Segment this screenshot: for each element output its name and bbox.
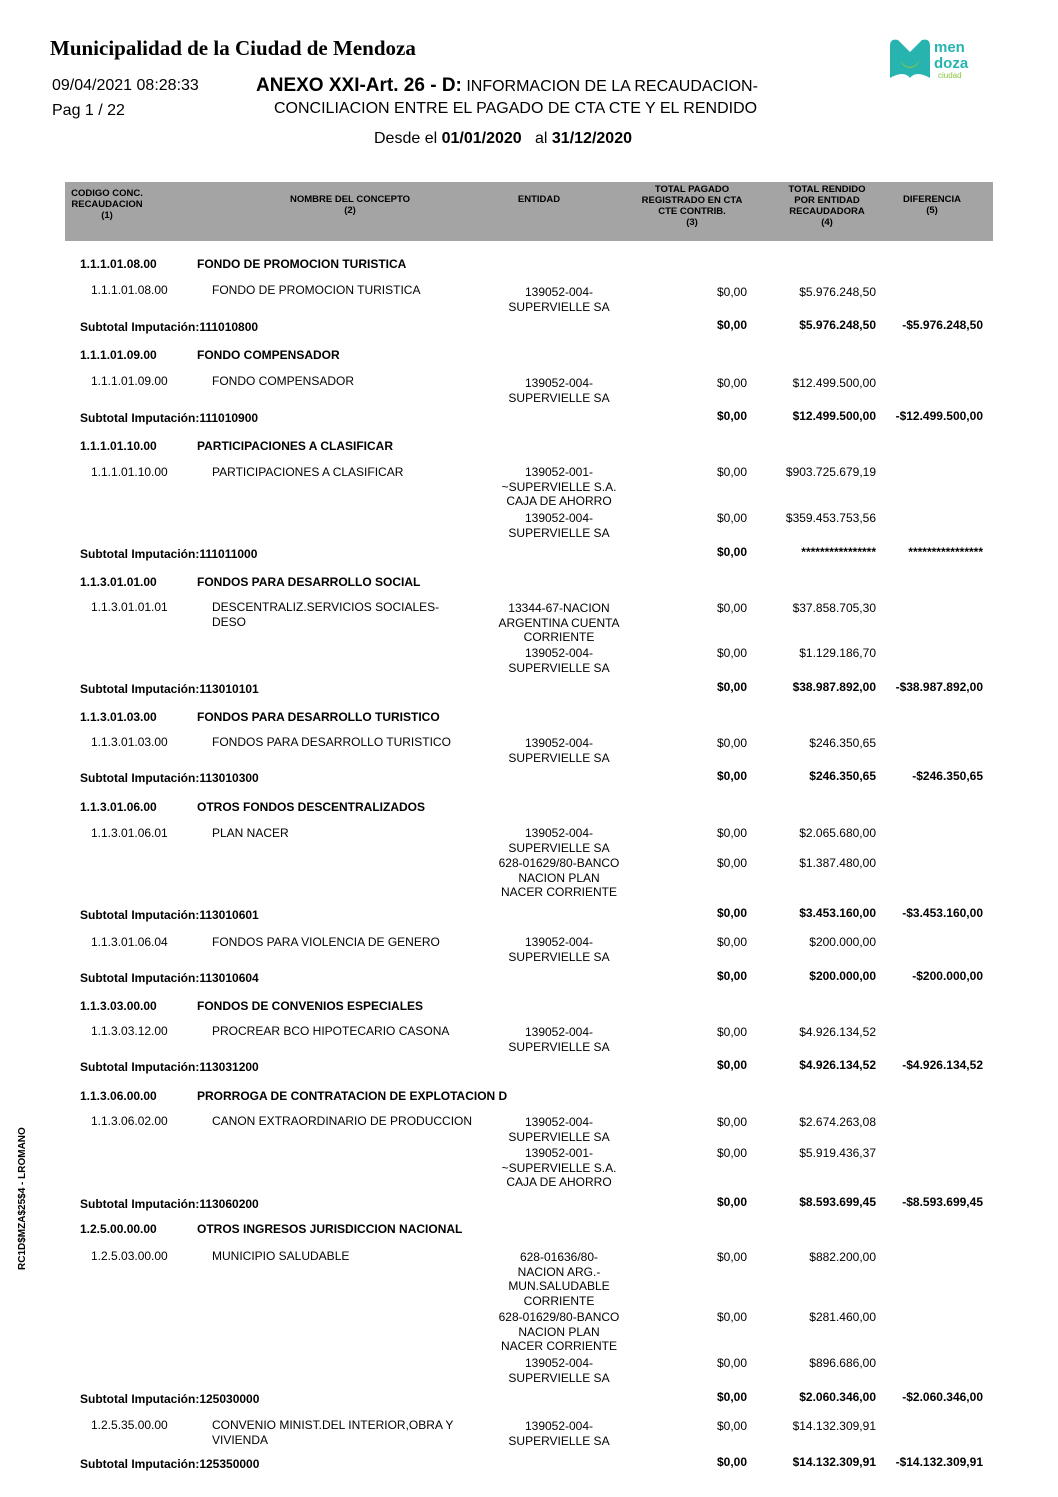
rendered-amount: $882.200,00 bbox=[809, 1250, 876, 1264]
group-code: 1.1.3.01.06.00 bbox=[80, 800, 157, 814]
concept-code: 1.1.1.01.08.00 bbox=[91, 283, 168, 297]
subtotal-label: Subtotal Imputación:111010900 bbox=[80, 411, 259, 425]
col-header-concept: NOMBRE DEL CONCEPTO (2) bbox=[290, 194, 410, 216]
concept-code: 1.1.3.01.06.04 bbox=[91, 935, 168, 949]
entity-name: 139052-004- SUPERVIELLE SA bbox=[508, 1115, 610, 1144]
col-header-paid: TOTAL PAGADO REGISTRADO EN CTA CTE CONTRIB. (3) bbox=[641, 184, 743, 228]
entity-name: 628-01629/80-BANCO NACION PLAN NACER CORRIENTE bbox=[498, 1310, 620, 1353]
annex-label: ANEXO XXI-Art. 26 - D: bbox=[256, 75, 462, 96]
concept-name: FONDO DE PROMOCION TURISTICA bbox=[212, 283, 421, 297]
subtotal-paid: $0,00 bbox=[716, 1455, 747, 1469]
rendered-amount: $1.129.186,70 bbox=[799, 646, 876, 660]
subtotal-label: Subtotal Imputación:113031200 bbox=[80, 1060, 259, 1074]
subtotal-rendered: $12.499.500,00 bbox=[792, 409, 876, 423]
subtotal-label: Subtotal Imputación:113010601 bbox=[80, 908, 259, 922]
rendered-amount: $281.460,00 bbox=[809, 1310, 876, 1324]
period-desde-label: Desde el bbox=[374, 130, 442, 147]
svg-text:doza: doza bbox=[934, 55, 969, 72]
report-period bbox=[374, 130, 632, 148]
subtotal-label: Subtotal Imputación:125030000 bbox=[80, 1392, 260, 1406]
entity-name: 139052-001- ~SUPERVIELLE S.A. CAJA DE AHORRO bbox=[501, 1146, 617, 1189]
subtotal-difference: -$8.593.699,45 bbox=[902, 1195, 983, 1209]
mendoza-logo-icon bbox=[886, 34, 982, 84]
subtotal-paid: $0,00 bbox=[716, 769, 747, 783]
subtotal-paid: $0,00 bbox=[716, 409, 747, 423]
report-title bbox=[256, 75, 758, 97]
concept-name: CONVENIO MINIST.DEL INTERIOR,OBRA Y VIVIENDA bbox=[212, 1418, 454, 1447]
rendered-amount: $1.387.480,00 bbox=[799, 856, 876, 870]
subtotal-paid: $0,00 bbox=[716, 1195, 747, 1209]
entity-name: 139052-004- SUPERVIELLE SA bbox=[508, 646, 610, 675]
entity-name: 139052-004- SUPERVIELLE SA bbox=[508, 1025, 610, 1054]
subtotal-rendered: $3.453.160,00 bbox=[799, 906, 876, 920]
concept-code: 1.1.3.01.01.01 bbox=[91, 600, 168, 614]
paid-amount: $0,00 bbox=[716, 1115, 747, 1129]
group-code: 1.1.1.01.09.00 bbox=[80, 348, 157, 362]
period-to: 31/12/2020 bbox=[551, 130, 632, 147]
concept-code: 1.1.3.01.03.00 bbox=[91, 735, 168, 749]
entity-name: 139052-004- SUPERVIELLE SA bbox=[508, 1356, 610, 1385]
group-name: FONDOS PARA DESARROLLO SOCIAL bbox=[197, 575, 421, 589]
rendered-amount: $2.674.263,08 bbox=[799, 1115, 876, 1129]
entity-name: 139052-004- SUPERVIELLE SA bbox=[508, 826, 610, 855]
subtotal-rendered: $4.926.134,52 bbox=[799, 1058, 876, 1072]
subtotal-paid: $0,00 bbox=[716, 1058, 747, 1072]
paid-amount: $0,00 bbox=[716, 285, 747, 299]
concept-name: PARTICIPACIONES A CLASIFICAR bbox=[212, 465, 404, 479]
svg-text:men: men bbox=[934, 39, 965, 56]
concept-code: 1.1.3.06.02.00 bbox=[91, 1114, 168, 1128]
subtotal-difference: -$2.060.346,00 bbox=[902, 1390, 983, 1404]
subtotal-label: Subtotal Imputación:111010800 bbox=[80, 320, 259, 334]
subtotal-paid: $0,00 bbox=[716, 680, 747, 694]
subtotal-difference: -$5.976.248,50 bbox=[902, 318, 983, 332]
concept-code: 1.1.1.01.09.00 bbox=[91, 374, 168, 388]
paid-amount: $0,00 bbox=[716, 1310, 747, 1324]
paid-amount: $0,00 bbox=[716, 736, 747, 750]
subtotal-rendered: $14.132.309,91 bbox=[792, 1455, 876, 1469]
paid-amount: $0,00 bbox=[716, 935, 747, 949]
entity-name: 139052-004- SUPERVIELLE SA bbox=[508, 935, 610, 964]
table-header bbox=[65, 182, 993, 241]
group-code: 1.1.1.01.08.00 bbox=[80, 257, 157, 271]
group-name: FONDOS DE CONVENIOS ESPECIALES bbox=[197, 999, 424, 1013]
paid-amount: $0,00 bbox=[716, 601, 747, 615]
subtotal-rendered: $5.976.248,50 bbox=[799, 318, 876, 332]
subtotal-difference: -$3.453.160,00 bbox=[902, 906, 983, 920]
concept-name: MUNICIPIO SALUDABLE bbox=[212, 1249, 350, 1263]
period-from: 01/01/2020 bbox=[441, 130, 522, 147]
subtotal-label: Subtotal Imputación:113060200 bbox=[80, 1197, 259, 1211]
subtotal-rendered: $200.000,00 bbox=[809, 969, 876, 983]
group-code: 1.2.5.00.00.00 bbox=[80, 1222, 157, 1236]
paid-amount: $0,00 bbox=[716, 1250, 747, 1264]
subtotal-difference: **************** bbox=[908, 545, 983, 559]
subtotal-label: Subtotal Imputación:113010300 bbox=[80, 771, 259, 785]
rendered-amount: $246.350,65 bbox=[809, 736, 876, 750]
subtotal-difference: -$200.000,00 bbox=[912, 969, 983, 983]
entity-name: 628-01636/80- NACION ARG.- MUN.SALUDABLE CORRIENTE bbox=[508, 1250, 610, 1308]
entity-name: 139052-004- SUPERVIELLE SA bbox=[508, 376, 610, 405]
page-indicator: Pag 1 / 22 bbox=[52, 102, 125, 119]
rendered-amount: $903.725.679,19 bbox=[785, 465, 876, 479]
concept-code: 1.1.3.03.12.00 bbox=[91, 1024, 168, 1038]
group-name: PARTICIPACIONES A CLASIFICAR bbox=[197, 439, 394, 453]
concept-code: 1.2.5.03.00.00 bbox=[91, 1249, 168, 1263]
paid-amount: $0,00 bbox=[716, 1419, 747, 1433]
concept-name: DESCENTRALIZ.SERVICIOS SOCIALES- DESO bbox=[212, 600, 440, 629]
concept-name: FONDOS PARA DESARROLLO TURISTICO bbox=[212, 735, 451, 749]
paid-amount: $0,00 bbox=[716, 856, 747, 870]
group-name: OTROS INGRESOS JURISDICCION NACIONAL bbox=[197, 1222, 463, 1236]
rendered-amount: $2.065.680,00 bbox=[799, 826, 876, 840]
paid-amount: $0,00 bbox=[716, 1146, 747, 1160]
concept-name: PROCREAR BCO HIPOTECARIO CASONA bbox=[212, 1024, 450, 1038]
subtotal-rendered: $8.593.699,45 bbox=[799, 1195, 876, 1209]
paid-amount: $0,00 bbox=[716, 511, 747, 525]
entity-name: 139052-001- ~SUPERVIELLE S.A. CAJA DE AHORRO bbox=[501, 465, 617, 508]
subtotal-label: Subtotal Imputación:125350000 bbox=[80, 1457, 260, 1471]
col-header-entity: ENTIDAD bbox=[517, 194, 561, 205]
subtotal-label: Subtotal Imputación:113010604 bbox=[80, 971, 259, 985]
col-header-rendered: TOTAL RENDIDO POR ENTIDAD RECAUDADORA (4) bbox=[788, 184, 866, 228]
rendered-amount: $200.000,00 bbox=[809, 935, 876, 949]
concept-name: FONDO COMPENSADOR bbox=[212, 374, 355, 388]
concept-name: PLAN NACER bbox=[212, 826, 289, 840]
side-label: RC1D$MZA$25$4 - LROMANO bbox=[17, 1127, 28, 1270]
subtotal-difference: -$12.499.500,00 bbox=[895, 409, 983, 423]
subtotal-rendered: $2.060.346,00 bbox=[799, 1390, 876, 1404]
subtotal-paid: $0,00 bbox=[716, 318, 747, 332]
rendered-amount: $359.453.753,56 bbox=[785, 511, 876, 525]
group-code: 1.1.3.03.00.00 bbox=[80, 999, 157, 1013]
report-subtitle: CONCILIACION ENTRE EL PAGADO DE CTA CTE Y EL RENDIDO bbox=[274, 100, 758, 117]
entity-name: 13344-67-NACION ARGENTINA CUENTA CORRIENTE bbox=[498, 601, 620, 644]
subtotal-difference: -$14.132.309,91 bbox=[895, 1455, 983, 1469]
concept-name: FONDOS PARA VIOLENCIA DE GENERO bbox=[212, 935, 440, 949]
group-name: OTROS FONDOS DESCENTRALIZADOS bbox=[197, 800, 426, 814]
period-al-label: al bbox=[521, 130, 552, 147]
paid-amount: $0,00 bbox=[716, 646, 747, 660]
rendered-amount: $896.686,00 bbox=[809, 1356, 876, 1370]
group-code: 1.1.3.01.01.00 bbox=[80, 575, 157, 589]
group-name: FONDOS PARA DESARROLLO TURISTICO bbox=[197, 710, 440, 724]
group-name: FONDO DE PROMOCION TURISTICA bbox=[197, 257, 407, 271]
report-title-rest: INFORMACION DE LA RECAUDACION- bbox=[461, 78, 758, 95]
subtotal-label: Subtotal Imputación:111011000 bbox=[80, 547, 258, 561]
rendered-amount: $12.499.500,00 bbox=[792, 376, 876, 390]
col-header-difference: DIFERENCIA (5) bbox=[902, 194, 962, 216]
report-datetime: 09/04/2021 08:28:33 bbox=[52, 77, 199, 94]
paid-amount: $0,00 bbox=[716, 376, 747, 390]
rendered-amount: $5.976.248,50 bbox=[799, 285, 876, 299]
mendoza-logo bbox=[886, 34, 982, 84]
rendered-amount: $37.858.705,30 bbox=[792, 601, 876, 615]
subtotal-rendered: $38.987.892,00 bbox=[792, 680, 876, 694]
group-name: FONDO COMPENSADOR bbox=[197, 348, 340, 362]
subtotal-difference: -$246.350,65 bbox=[912, 769, 983, 783]
entity-name: 139052-004- SUPERVIELLE SA bbox=[508, 736, 610, 765]
entity-name: 628-01629/80-BANCO NACION PLAN NACER CORRIENTE bbox=[498, 856, 620, 899]
concept-code: 1.1.3.01.06.01 bbox=[91, 826, 168, 840]
subtotal-difference: -$38.987.892,00 bbox=[895, 680, 983, 694]
group-code: 1.1.3.06.00.00 bbox=[80, 1089, 157, 1103]
subtotal-rendered: **************** bbox=[801, 545, 876, 559]
rendered-amount: $14.132.309,91 bbox=[792, 1419, 876, 1433]
paid-amount: $0,00 bbox=[716, 1025, 747, 1039]
col-header-code: CODIGO CONC. RECAUDACION (1) bbox=[71, 188, 143, 221]
subtotal-paid: $0,00 bbox=[716, 1390, 747, 1404]
group-code: 1.1.3.01.03.00 bbox=[80, 710, 157, 724]
subtotal-paid: $0,00 bbox=[716, 906, 747, 920]
concept-code: 1.2.5.35.00.00 bbox=[91, 1418, 168, 1432]
subtotal-label: Subtotal Imputación:113010101 bbox=[80, 682, 259, 696]
subtotal-paid: $0,00 bbox=[716, 969, 747, 983]
entity-name: 139052-004- SUPERVIELLE SA bbox=[508, 285, 610, 314]
svg-text:ciudad: ciudad bbox=[938, 71, 962, 80]
paid-amount: $0,00 bbox=[716, 465, 747, 479]
paid-amount: $0,00 bbox=[716, 826, 747, 840]
group-code: 1.1.1.01.10.00 bbox=[80, 439, 157, 453]
concept-code: 1.1.1.01.10.00 bbox=[91, 465, 168, 479]
paid-amount: $0,00 bbox=[716, 1356, 747, 1370]
municipality-title: Municipalidad de la Ciudad de Mendoza bbox=[50, 36, 416, 60]
rendered-amount: $5.919.436,37 bbox=[799, 1146, 876, 1160]
rendered-amount: $4.926.134,52 bbox=[799, 1025, 876, 1039]
subtotal-difference: -$4.926.134,52 bbox=[902, 1058, 983, 1072]
concept-name: CANON EXTRAORDINARIO DE PRODUCCION bbox=[212, 1114, 473, 1128]
group-name: PRORROGA DE CONTRATACION DE EXPLOTACION D bbox=[197, 1089, 508, 1103]
subtotal-paid: $0,00 bbox=[716, 545, 747, 559]
subtotal-rendered: $246.350,65 bbox=[809, 769, 876, 783]
entity-name: 139052-004- SUPERVIELLE SA bbox=[508, 511, 610, 540]
entity-name: 139052-004- SUPERVIELLE SA bbox=[508, 1419, 610, 1448]
